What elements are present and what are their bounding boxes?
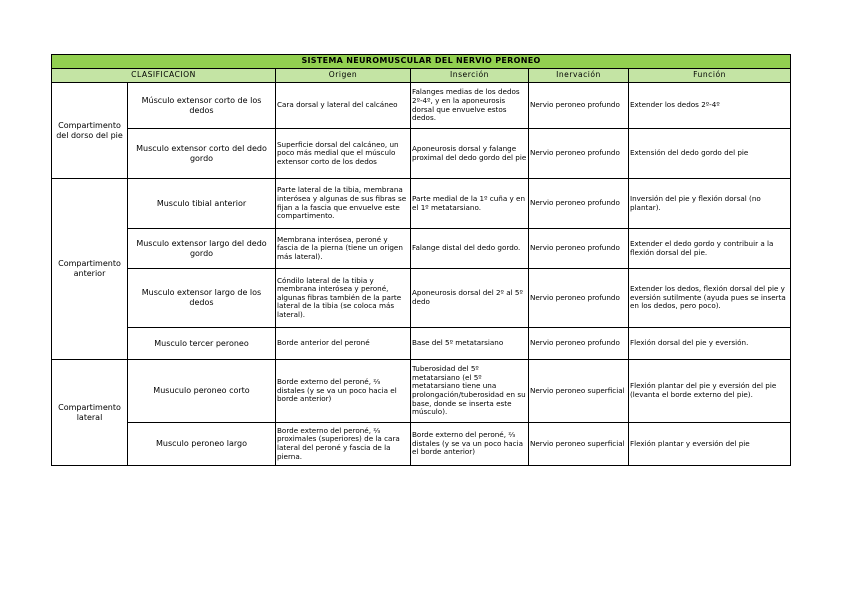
table-row — [52, 83, 791, 129]
muscle-name: Músculo extensor corto de los dedos — [128, 83, 276, 129]
origen-cell: Membrana interósea, peroné y fascia de la pierna (tiene un origen más lateral). — [276, 229, 411, 269]
insercion-cell: Parte medial de la 1º cuña y en el 1º metatarsiano. — [411, 179, 529, 229]
funcion-cell: Flexión dorsal del pie y eversión. — [629, 328, 791, 360]
group-dorso-pie: Compartimento del dorso del pie — [52, 83, 128, 179]
insercion-cell: Falanges medias de los dedos 2º-4º, y en la aponeurosis dorsal que envuelve estos dedos. — [411, 83, 529, 129]
origen-cell: Superficie dorsal del calcáneo, un poco más medial que el músculo extensor corto de los dedos — [276, 129, 411, 179]
muscle-name: Musculo peroneo largo — [128, 423, 276, 466]
funcion-cell: Flexión plantar y eversión del pie — [629, 423, 791, 466]
insercion-cell: Falange distal del dedo gordo. — [411, 229, 529, 269]
insercion-cell: Aponeurosis dorsal del 2º al 5º dedo — [411, 269, 529, 328]
inervacion-cell: Nervio peroneo profundo — [529, 269, 629, 328]
funcion-cell: Extender el dedo gordo y contribuir a la flexión dorsal del pie. — [629, 229, 791, 269]
funcion-cell: Flexión plantar del pie y eversión del pie (levanta el borde externo del pie). — [629, 360, 791, 423]
table-row — [52, 360, 791, 423]
table-row — [52, 423, 791, 466]
muscle-name: Musculo tercer peroneo — [128, 328, 276, 360]
origen-cell: Borde externo del peroné, ⅔ distales (y se va un poco hacia el borde anterior) — [276, 360, 411, 423]
table-row — [52, 328, 791, 360]
inervacion-cell: Nervio peroneo superficial — [529, 360, 629, 423]
table-row — [52, 179, 791, 229]
header-funcion: Función — [629, 69, 791, 83]
inervacion-cell: Nervio peroneo superficial — [529, 423, 629, 466]
header-insercion: Inserción — [411, 69, 529, 83]
table-row — [52, 229, 791, 269]
inervacion-cell: Nervio peroneo profundo — [529, 179, 629, 229]
funcion-cell: Extensión del dedo gordo del pie — [629, 129, 791, 179]
header-inervacion: Inervación — [529, 69, 629, 83]
muscle-name: Musculo extensor largo del dedo gordo — [128, 229, 276, 269]
insercion-cell: Base del 5º metatarsiano — [411, 328, 529, 360]
group-anterior: Compartimento anterior — [52, 179, 128, 360]
group-lateral: Compartimento lateral — [52, 360, 128, 466]
insercion-cell: Tuberosidad del 5º metatarsiano (el 5º metatarsiano tiene una prolongación/tuberosidad en su base, donde se inserta este músculo). — [411, 360, 529, 423]
neuromuscular-table — [51, 54, 791, 466]
header-clasificacion: CLASIFICACION — [52, 69, 276, 83]
funcion-cell: Extender los dedos 2º-4º — [629, 83, 791, 129]
insercion-cell: Aponeurosis dorsal y falange proximal del dedo gordo del pie — [411, 129, 529, 179]
inervacion-cell: Nervio peroneo profundo — [529, 83, 629, 129]
muscle-name: Musculo tibial anterior — [128, 179, 276, 229]
origen-cell: Borde anterior del peroné — [276, 328, 411, 360]
funcion-cell: Extender los dedos, flexión dorsal del pie y eversión sutilmente (ayuda pues se inserta en los dedos, pero poco). — [629, 269, 791, 328]
table-row — [52, 269, 791, 328]
muscle-name: Musuculo peroneo corto — [128, 360, 276, 423]
inervacion-cell: Nervio peroneo profundo — [529, 129, 629, 179]
funcion-cell: Inversión del pie y flexión dorsal (no plantar). — [629, 179, 791, 229]
inervacion-cell: Nervio peroneo profundo — [529, 229, 629, 269]
muscle-name: Musculo extensor corto del dedo gordo — [128, 129, 276, 179]
muscle-name: Musculo extensor largo de los dedos — [128, 269, 276, 328]
table-row — [52, 129, 791, 179]
table-title: SISTEMA NEUROMUSCULAR DEL NERVIO PERONEO — [52, 55, 791, 69]
insercion-cell: Borde externo del peroné, ⅔ distales (y se va un poco hacia el borde anterior) — [411, 423, 529, 466]
origen-cell: Borde externo del peroné, ⅔ proximales (superiores) de la cara lateral del peroné y fascia de la pierna. — [276, 423, 411, 466]
header-origen: Origen — [276, 69, 411, 83]
origen-cell: Cara dorsal y lateral del calcáneo — [276, 83, 411, 129]
inervacion-cell: Nervio peroneo profundo — [529, 328, 629, 360]
origen-cell: Cóndilo lateral de la tibia y membrana interósea y peroné, algunas fibras también de la parte lateral de la tibia (se coloca más lateral). — [276, 269, 411, 328]
origen-cell: Parte lateral de la tibia, membrana interósea y algunas de sus fibras se fijan a la fascia que envuelve este compartimento. — [276, 179, 411, 229]
